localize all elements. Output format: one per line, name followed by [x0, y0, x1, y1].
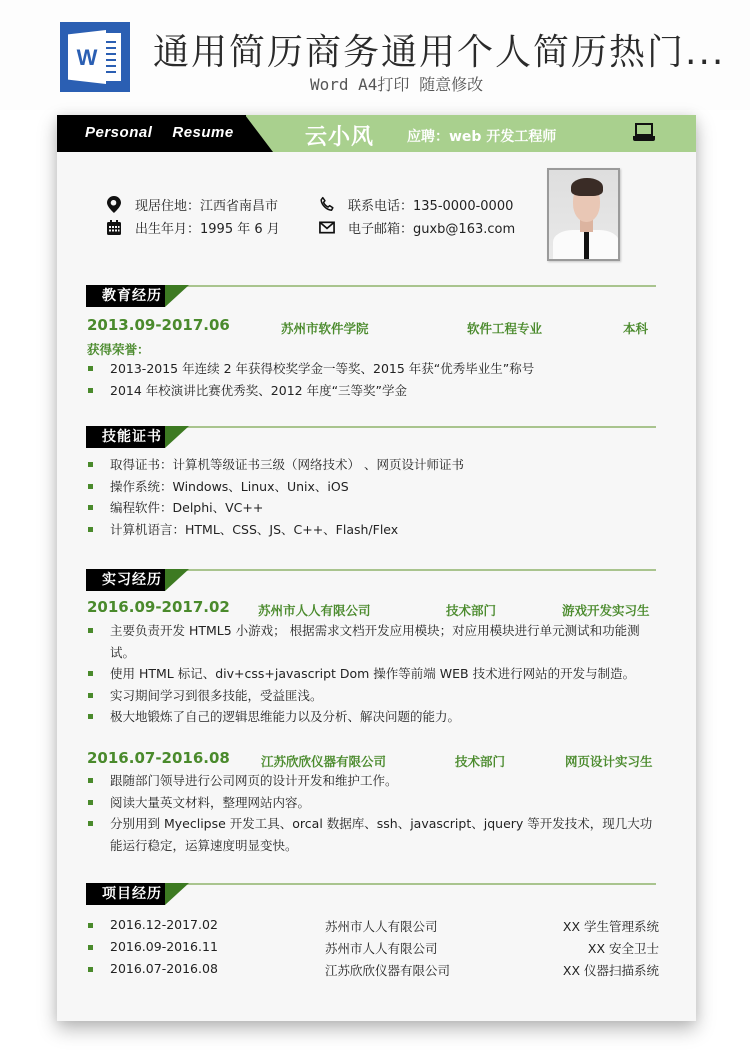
- phone-icon: [319, 197, 335, 213]
- education-major: 软件工程专业: [467, 321, 543, 336]
- document-title: 通用简历商务通用个人简历热门...: [153, 32, 726, 73]
- address-row: [106, 195, 278, 214]
- section-tab-triangle: [165, 285, 189, 307]
- skills-list: [87, 454, 659, 540]
- internship-entry-1: [87, 598, 657, 618]
- section-rule: [186, 285, 656, 287]
- calendar-icon: [106, 220, 122, 236]
- skills-section-header: [86, 426, 656, 448]
- email-text: 电子邮箱：guxb@163.com: [348, 222, 516, 237]
- education-date: 2013.09-2017.06: [87, 316, 230, 334]
- list-item: 操作系统：Windows、Linux、Unix、iOS: [87, 476, 659, 498]
- phone-row: [319, 195, 513, 214]
- internship-title: 实习经历: [86, 569, 165, 591]
- section-rule: [186, 569, 656, 571]
- education-section-header: [86, 285, 656, 307]
- list-item: 主要负责开发 HTML5 小游戏； 根据需求文档开发应用模块；对应用模块进行单元测试和功能测试。: [87, 620, 659, 663]
- projects-title: 项目经历: [86, 883, 165, 905]
- job-company: 江苏欣欣仪器有限公司: [261, 754, 387, 769]
- project-row: [87, 915, 659, 936]
- location-pin-icon: [106, 197, 122, 213]
- download-banner: [0, 0, 750, 110]
- phone-text: 联系电话：135-0000-0000: [348, 199, 514, 214]
- laptop-icon: [633, 123, 655, 142]
- job-department: 技术部门: [455, 754, 506, 769]
- job-company: 苏州市人人有限公司: [258, 603, 371, 618]
- project-name: XX 安全卫士: [587, 941, 659, 956]
- section-tab-triangle: [165, 883, 189, 905]
- project-date: 2016.07-2016.08: [110, 961, 218, 976]
- section-tab-triangle: [165, 426, 189, 448]
- list-item: 使用 HTML 标记、div+css+javascript Dom 操作等前端 WEB 技术进行网站的开发与制造。: [87, 663, 659, 685]
- list-item: 计算机语言：HTML、CSS、JS、C++、Flash/Flex: [87, 519, 659, 541]
- birth-row: [106, 218, 280, 237]
- list-item: 阅读大量英文材料，整理网站内容。: [87, 792, 659, 814]
- list-item: 编程软件：Delphi、VC++: [87, 497, 659, 519]
- project-date: 2016.09-2016.11: [110, 939, 218, 954]
- list-item: 实习期间学习到很多技能，受益匪浅。: [87, 685, 659, 707]
- internship-2-list: [87, 770, 659, 856]
- birth-text: 出生年月：1995 年 6 月: [135, 222, 280, 237]
- document-subtitle: Word A4打印 随意修改: [310, 75, 484, 94]
- word-icon: [60, 22, 130, 92]
- job-role: 网页设计实习生: [565, 754, 653, 769]
- project-name: XX 仪器扫描系统: [562, 963, 659, 978]
- personal-resume-tag: [57, 115, 246, 152]
- project-company: 苏州市人人有限公司: [325, 941, 438, 956]
- job-department: 技术部门: [446, 603, 497, 618]
- honors-list: [87, 358, 659, 401]
- mail-icon: [319, 220, 335, 236]
- project-row: [87, 937, 659, 958]
- project-name: XX 学生管理系统: [562, 919, 659, 934]
- job-date: 2016.07-2016.08: [87, 749, 230, 767]
- skills-title: 技能证书: [86, 426, 165, 448]
- education-entry: [87, 316, 657, 336]
- list-item: 2014 年校演讲比赛优秀奖、2012 年度“三等奖”学金: [87, 380, 659, 402]
- candidate-name: 云小风: [305, 125, 375, 150]
- list-item: 取得证书：计算机等级证书三级（网络技术） 、网页设计师证书: [87, 454, 659, 476]
- list-item: 分别用到 Myeclipse 开发工具、orcal 数据库、ssh、javascript、jquery 等开发技术，现几大功能运行稳定，运算速度明显变快。: [87, 813, 659, 856]
- email-row: [319, 218, 515, 237]
- education-title: 教育经历: [86, 285, 165, 307]
- job-date: 2016.09-2017.02: [87, 598, 230, 616]
- project-row: [87, 959, 659, 980]
- list-item: 2013-2015 年连续 2 年获得校奖学金一等奖、2015 年获“优秀毕业生”称号: [87, 358, 659, 380]
- resume-word: Resume: [172, 124, 234, 141]
- internship-1-list: [87, 620, 659, 728]
- applied-position: 应聘：web 开发工程师: [407, 129, 557, 145]
- section-rule: [186, 426, 656, 428]
- list-item: 极大地锻炼了自己的逻辑思维能力以及分析、解决问题的能力。: [87, 706, 659, 728]
- projects-section-header: [86, 883, 656, 905]
- personal-resume-label: [85, 124, 234, 141]
- address-text: 现居住地：江西省南昌市: [135, 199, 279, 214]
- section-rule: [186, 883, 656, 885]
- section-tab-triangle: [165, 569, 189, 591]
- education-degree: 本科: [623, 321, 649, 336]
- honors-label: 获得荣誉：: [87, 342, 150, 357]
- resume-page: [57, 115, 696, 1021]
- internship-entry-2: [87, 749, 657, 769]
- education-school: 苏州市软件学院: [281, 321, 369, 336]
- word-icon-letter: W: [76, 45, 98, 70]
- internship-section-header: [86, 569, 656, 591]
- project-company: 苏州市人人有限公司: [325, 919, 438, 934]
- project-company: 江苏欣欣仪器有限公司: [325, 963, 451, 978]
- job-role: 游戏开发实习生: [562, 603, 650, 618]
- personal-word: Personal: [85, 124, 153, 141]
- project-date: 2016.12-2017.02: [110, 917, 218, 932]
- profile-photo: [547, 168, 620, 261]
- list-item: 跟随部门领导进行公司网页的设计开发和维护工作。: [87, 770, 659, 792]
